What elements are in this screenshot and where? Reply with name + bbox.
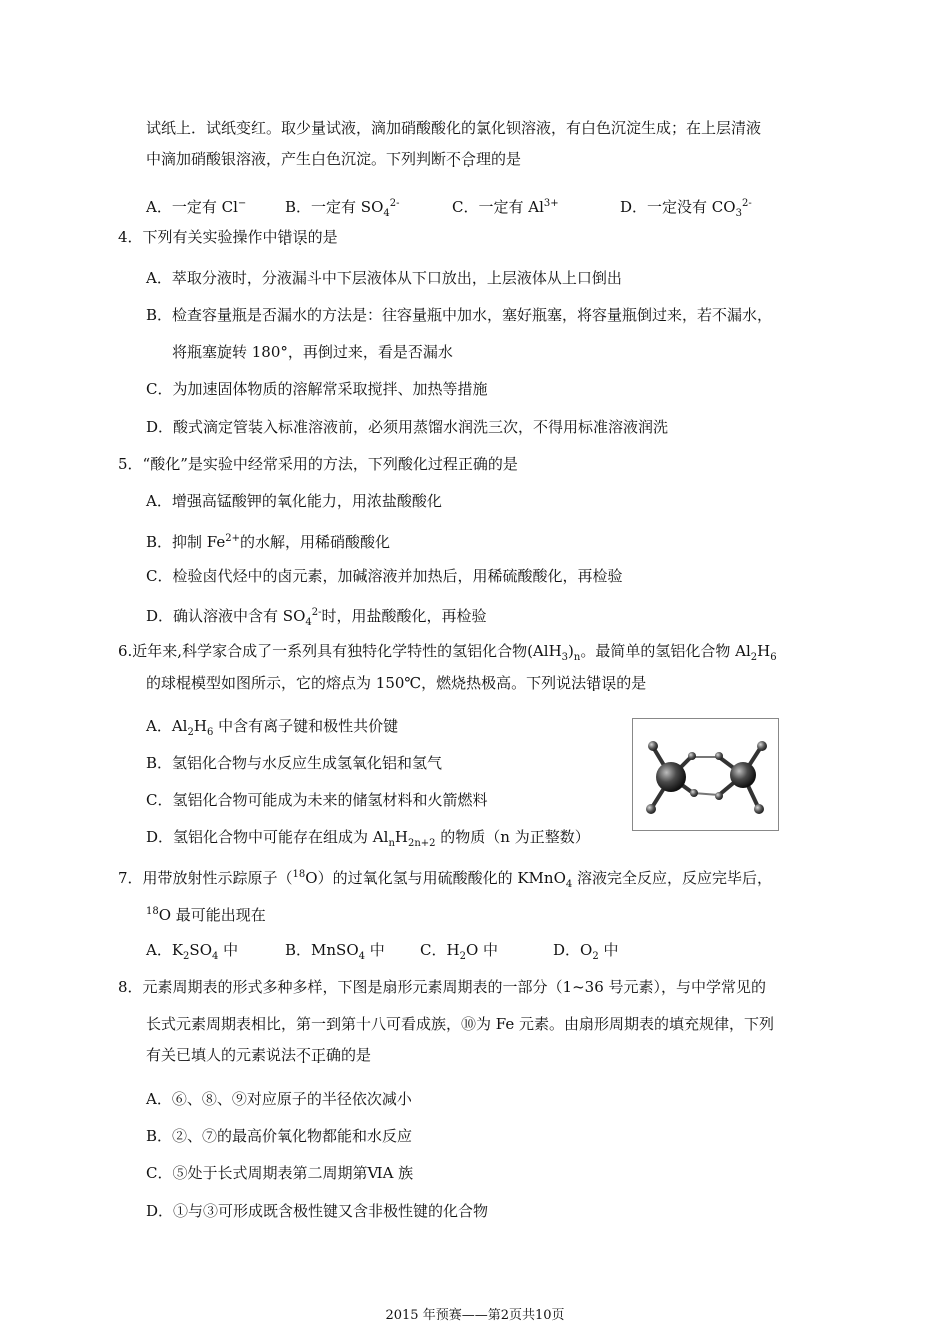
q6-option-b: B．氢铝化合物与水反应生成氢氧化铝和氢气 <box>146 754 443 772</box>
q7-option-a: A．$K_2SO_4$ 中 <box>146 941 239 962</box>
q4-option-b-line-1: B．检查容量瓶是否漏水的方法是：往容量瓶中加水，塞好瓶塞，将容量瓶倒过来，若不漏水， <box>146 306 773 324</box>
q6-option-d: D．氢铝化合物中可能存在组成为 $Al_nH_{2n+2}$ 的物质（n 为正整数） <box>146 828 590 849</box>
al2h6-ball-stick-model <box>632 718 779 831</box>
q6-stem-line-1: 6.近年来,科学家合成了一系列具有独特化学特性的氢铝化合物$(AlH_3)_n$。最简单的氢铝化合物 $Al_2H_6$ <box>118 642 777 663</box>
q4-option-b-line-2: 将瓶塞旋转 180°，再倒过来，看是否漏水 <box>172 343 453 361</box>
q7-stem-line-2: $^{18}$O 最可能出现在 <box>146 906 266 924</box>
q4-option-c: C．为加速固体物质的溶解常采取搅拌、加热等措施 <box>146 380 488 398</box>
q4-option-a: A．萃取分液时，分液漏斗中下层液体从下口放出，上层液体从上口倒出 <box>146 269 622 287</box>
intro-line-1: 试纸上．试纸变红。取少量试液，滴加硝酸酸化的氯化钡溶液，有白色沉淀生成；在上层清液 <box>146 119 762 137</box>
intro-line-2: 中滴加硝酸银溶液，产生白色沉淀。下列判断不合理的是 <box>146 150 522 168</box>
q5-option-a: A．增强高锰酸钾的氧化能力，用浓盐酸酸化 <box>146 492 442 510</box>
q8-option-d: D．①与③可形成既含极性键又含非极性键的化合物 <box>146 1202 489 1220</box>
q6-option-a: A．$Al_2H_6$ 中含有离子键和极性共价键 <box>146 717 399 738</box>
q3-option-a: A．一定有 Cl− <box>146 198 247 216</box>
q3-option-b: B．一定有 $SO_4^{2-}$ <box>285 198 400 219</box>
q3-option-c: C．一定有 $Al^{3+}$ <box>452 198 559 216</box>
q7-option-d: D．$O_2$ 中 <box>553 941 619 962</box>
page-footer: 2015 年预赛——第2页共10页 <box>385 1308 565 1323</box>
q7-option-b: B．MnSO$_4$ 中 <box>285 941 385 962</box>
q8-option-b: B．②、⑦的最高价氧化物都能和水反应 <box>146 1127 413 1145</box>
q5-stem: 5．“酸化”是实验中经常采用的方法，下列酸化过程正确的是 <box>118 455 518 473</box>
q7-stem-line-1: 7．用带放射性示踪原子（$^{18}$O）的过氧化氢与用硫酸酸化的 KMnO$_4$ 溶液完全反应，反应完毕后， <box>118 869 773 890</box>
q4-option-d: D．酸式滴定管装入标准溶液前，必须用蒸馏水润洗三次，不得用标准溶液润洗 <box>146 418 669 436</box>
q6-option-c: C．氢铝化合物可能成为未来的储氢材料和火箭燃料 <box>146 791 488 809</box>
q8-stem-line-3: 有关已填人的元素说法不正确的是 <box>146 1046 372 1064</box>
q5-option-c: C．检验卤代烃中的卤元素，加碱溶液并加热后，用稀硫酸酸化，再检验 <box>146 567 623 585</box>
q4-stem: 4．下列有关实验操作中错误的是 <box>118 228 338 246</box>
q5-option-d: D．确认溶液中含有 $SO_4^{2-}$时，用盐酸酸化，再检验 <box>146 607 487 628</box>
q8-stem-line-2: 长式元素周期表相比，第一到第十八可看成族，⑩为 Fe 元素。由扇形周期表的填充规律，下列 <box>146 1015 775 1033</box>
q7-option-c: C．$H_2O$ 中 <box>420 941 499 962</box>
q5-option-b: B．抑制 $Fe^{2+}$的水解，用稀硝酸酸化 <box>146 533 391 551</box>
q8-option-a: A．⑥、⑧、⑨对应原子的半径依次减小 <box>146 1090 412 1108</box>
q8-stem-line-1: 8．元素周期表的形式多种多样，下图是扇形元素周期表的一部分（1~36 号元素），与中学常见的 <box>118 978 767 996</box>
ball-stick-model-drawing <box>633 719 778 830</box>
q3-option-d: D．一定没有 $CO_3^{2-}$ <box>620 198 752 219</box>
q6-stem-line-2: 的球棍模型如图所示，它的熔点为 150℃，燃烧热极高。下列说法错误的是 <box>146 674 647 692</box>
q8-option-c: C．⑤处于长式周期表第二周期第ⅥA 族 <box>146 1164 414 1182</box>
